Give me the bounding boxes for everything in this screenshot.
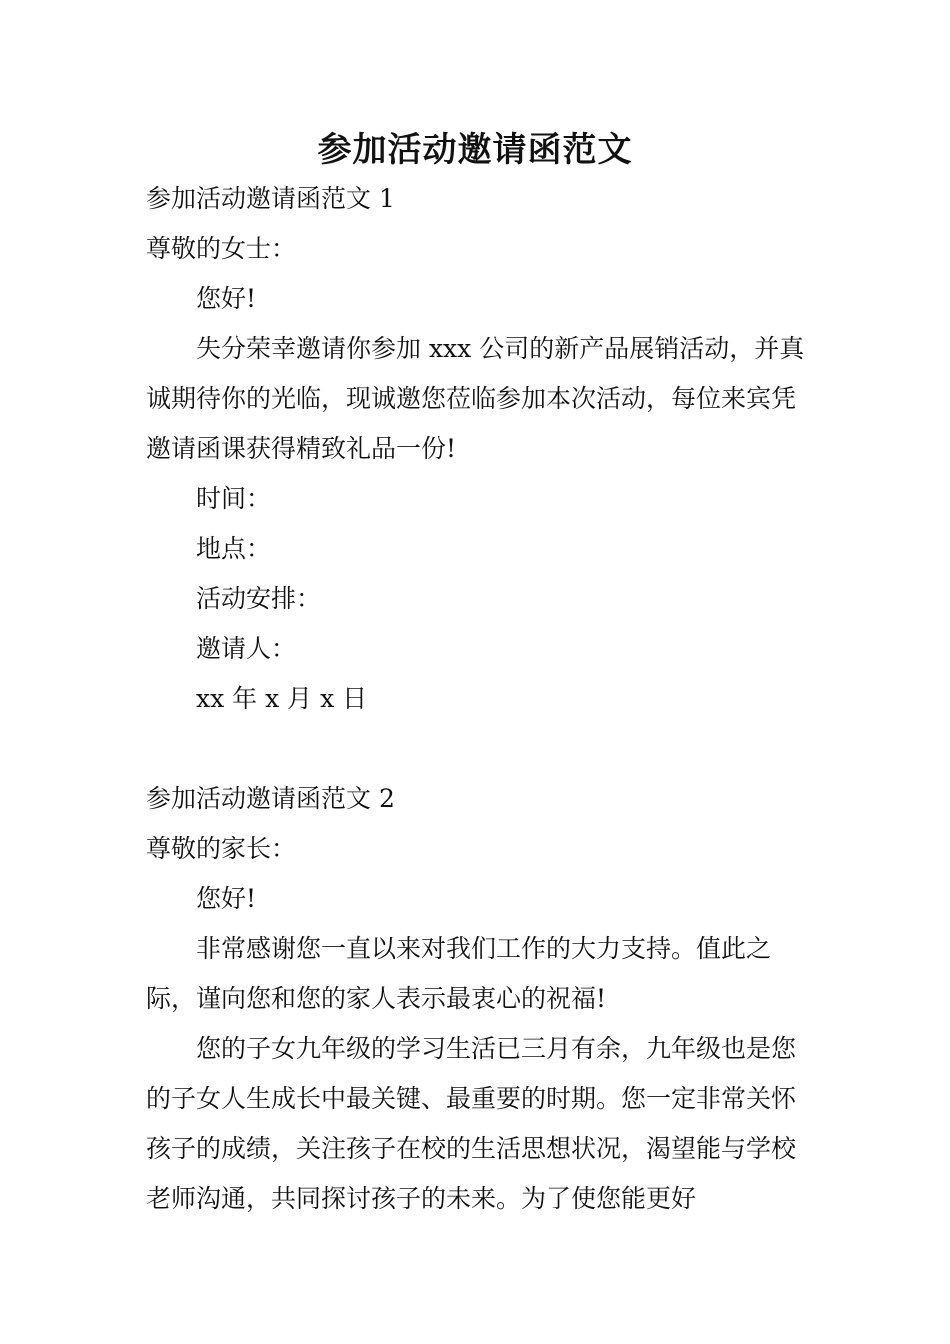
body-paragraph: 您的子女九年级的学习生活已三月有余，九年级也是您的子女人生成长中最关键、最重要的时期。您一定非常关怀孩子的成绩，关注孩子在校的生活思想状况，渴望能与学校老师沟通，共同探讨孩子的未来。为了使您能更好 [146,1034,797,1213]
detail-time: 时间： [196,484,272,513]
salutation: 尊敬的女士： [146,234,297,263]
detail-arrangement: 活动安排： [196,584,322,613]
document-title: 参加活动邀请函范文 [317,130,633,170]
section-heading: 参加活动邀请函范文 2 [146,784,395,813]
detail-date: xx 年 x 月 x 日 [196,684,368,713]
greeting: 您好! [196,284,257,313]
body-paragraph: 非常感谢您一直以来对我们工作的大力支持。值此之际，谨向您和您的家人表示最衷心的祝福! [146,934,772,1013]
invitation-section-2 [146,774,808,1224]
salutation: 尊敬的家长： [146,834,297,863]
section-spacer [146,724,808,774]
detail-location: 地点： [196,534,272,563]
section-heading: 参加活动邀请函范文 1 [146,184,395,213]
document-content [146,174,808,1224]
invitation-section-1 [146,174,808,724]
greeting: 您好! [196,884,257,913]
detail-inviter: 邀请人： [196,634,297,663]
body-paragraph: 失分荣幸邀请你参加 xxx 公司的新产品展销活动，并真诚期待你的光临，现诚邀您莅临参加本次活动，每位来宾凭邀请函课获得精致礼品一份! [146,334,805,463]
